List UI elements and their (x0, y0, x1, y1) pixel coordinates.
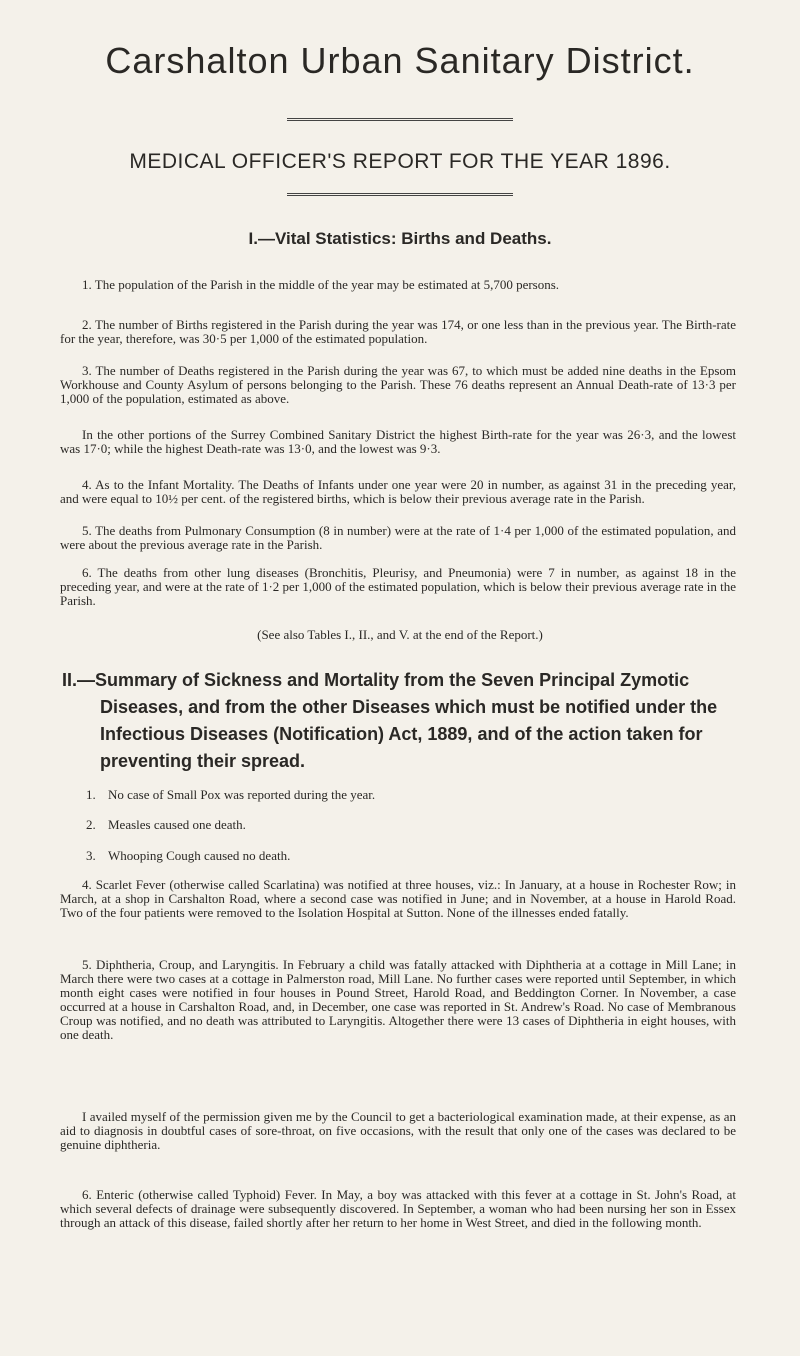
list-item-small-pox (86, 787, 375, 803)
report-subtitle: MEDICAL OFFICER'S REPORT FOR THE YEAR 1896. (129, 150, 671, 173)
section-2-heading-line1: II.—Summary of Sickness and Mortality from the Seven Principal Zymotic (62, 670, 690, 690)
paragraph-lung-diseases: 6. The deaths from other lung diseases (Bronchitis, Pleurisy, and Pneumonia) were 7 in number, as against 18 in the preceding year, and were at the rate of 1·2 per 1,000 of the estimated population, which is below their previous average rate in the Parish. (60, 565, 736, 608)
list-item-number: 2. (86, 817, 96, 832)
document-title: Carshalton Urban Sanitary District. (105, 40, 695, 81)
paragraph-diphtheria: 5. Diphtheria, Croup, and Laryngitis. In February a child was fatally attacked with Diphtheria at a cottage in Mill Lane; in March there were two cases at a cottage in Palmerston road, Mill Lane. No further cases were reported until September, in which month eight cases were notified in four houses in Pound Street, Harold Road, and Beddington Corner. In November, a case occurred at a house in Carshalton Road, and, in December, one case was reported in St. Andrew's Road. No case of Membranous Croup was notified, and no death was attributed to Laryngitis. Altogether there were 13 cases of Diphtheria in eight houses, with one death. (60, 957, 736, 1042)
list-item-text: Whooping Cough caused no death. (108, 848, 291, 863)
section-1-heading: I.—Vital Statistics: Births and Deaths. (248, 229, 552, 248)
subtitle-divider (287, 193, 513, 196)
paragraph-scarlet-fever: 4. Scarlet Fever (otherwise called Scarlatina) was notified at three houses, viz.: In January, at a house in Rochester Row; in March, at a shop in Carshalton Road, where a second case was notified in June; and in November, at a house in Harold Road. Two of the four patients were removed to the Isolation Hospital at Sutton. None of the illnesses ended fatally. (60, 877, 736, 920)
list-item-whooping-cough (86, 848, 290, 864)
paragraph-births: 2. The number of Births registered in the Parish during the year was 174, or one less than in the previous year. The Birth-rate for the year, therefore, was 30·5 per 1,000 of the estimated population. (60, 317, 736, 346)
section-2-heading-rest: Diseases, and from the other Diseases which must be notified under the Infectious Diseases (Notification) Act, 1889, and of the action taken for preventing their spread. (100, 697, 718, 771)
paragraph-enteric-fever: 6. Enteric (otherwise called Typhoid) Fever. In May, a boy was attacked with this fever at a cottage in St. John's Road, at which several defects of drainage were subsequently discovered. In September, a woman who had been nursing her son in Essex through an attack of this disease, failed shortly after her return to her home in West Street, and died in the following month. (60, 1187, 736, 1230)
title-divider (287, 118, 513, 121)
paragraph-bacteriological-examination: I availed myself of the permission given me by the Council to get a bacteriological examination made, at their expense, as an aid to diagnosis in doubtful cases of sore-throat, on five occasions, with the result that only one of the cases was declared to be genuine diphtheria. (60, 1109, 736, 1152)
paragraph-population: 1. The population of the Parish in the middle of the year may be estimated at 5,700 persons. (82, 277, 560, 292)
list-item-number: 1. (86, 787, 96, 802)
list-item-measles (86, 817, 246, 833)
list-item-number: 3. (86, 848, 96, 863)
see-also-note: (See also Tables I., II., and V. at the end of the Report.) (257, 627, 543, 642)
paragraph-consumption: 5. The deaths from Pulmonary Consumption (8 in number) were at the rate of 1·4 per 1,000 of the estimated population, and were about the previous average rate in the Parish. (60, 523, 736, 552)
paragraph-deaths: 3. The number of Deaths registered in the Parish during the year was 67, to which must be added nine deaths in the Epsom Workhouse and County Asylum of persons belonging to the Parish. These 76 deaths represent an Annual Death-rate of 13·3 per 1,000 of the population, estimated as above. (60, 363, 736, 406)
list-item-text: No case of Small Pox was reported during the year. (108, 787, 376, 802)
paragraph-infant-mortality: 4. As to the Infant Mortality. The Deaths of Infants under one year were 20 in number, as against 31 in the preceding year, and were equal to 10½ per cent. of the registered births, which is below their previous average rate in the Parish. (60, 477, 736, 506)
paragraph-district-rates: In the other portions of the Surrey Combined Sanitary District the highest Birth-rate for the year was 26·3, and the lowest was 17·0; while the highest Death-rate was 13·0, and the lowest was 9·3. (60, 427, 736, 456)
list-item-text: Measles caused one death. (108, 817, 246, 832)
section-2-heading (62, 667, 752, 775)
